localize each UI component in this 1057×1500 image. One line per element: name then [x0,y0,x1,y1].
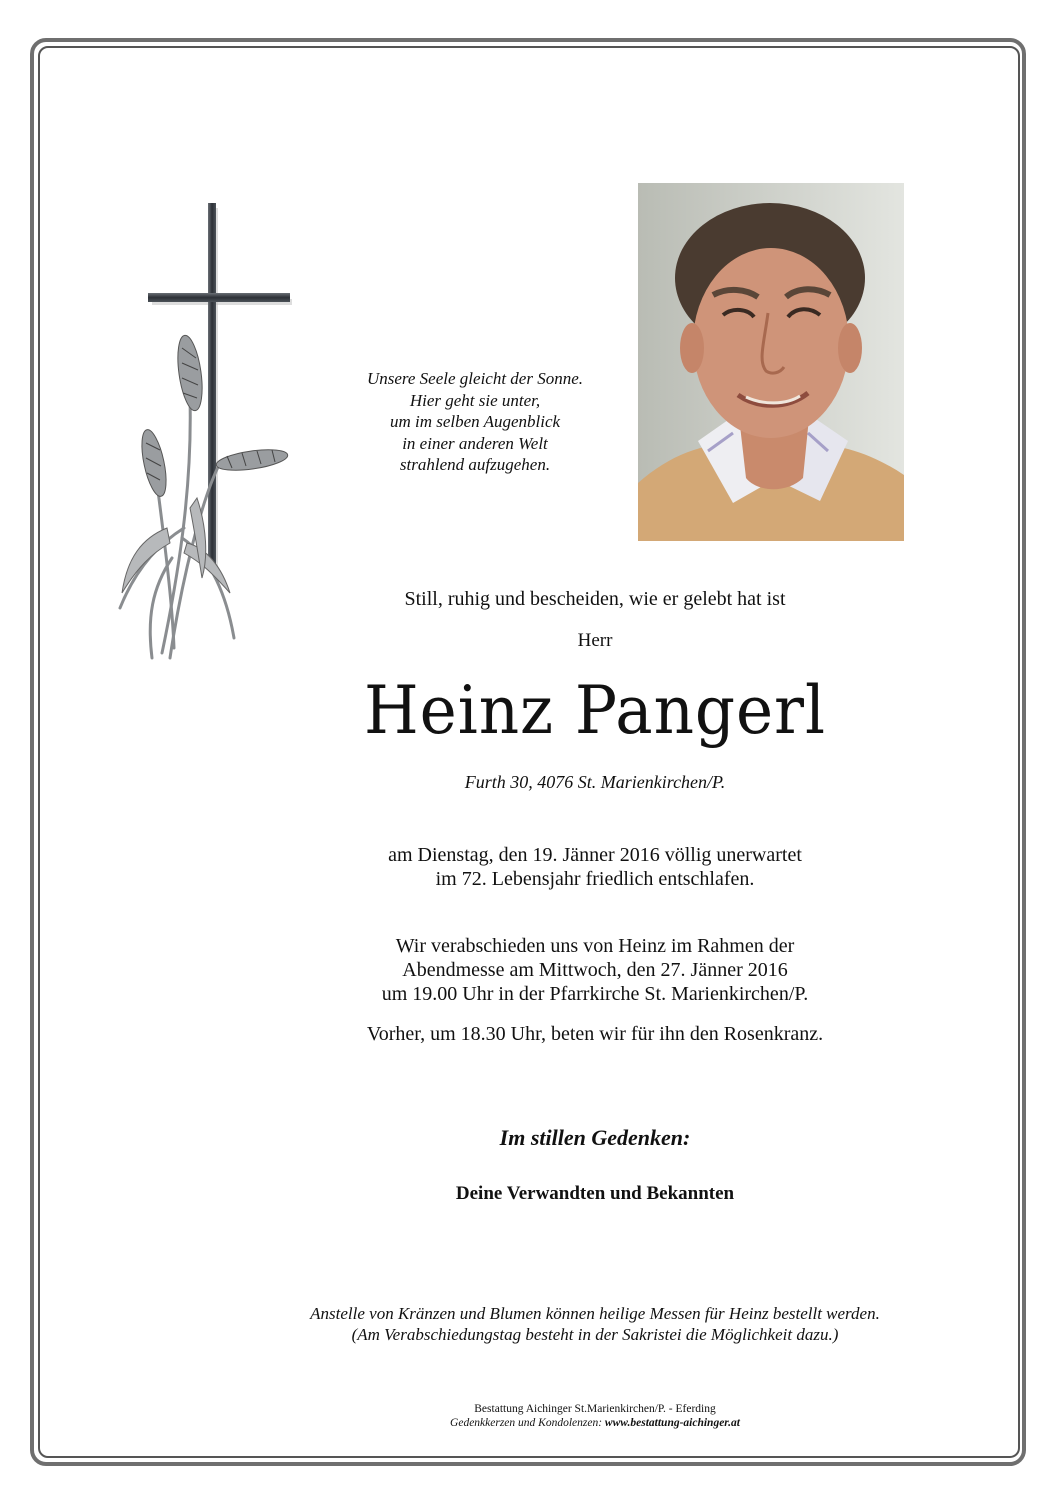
cross-with-wheat-icon [112,198,302,668]
deceased-name: Heinz Pangerl [364,672,826,749]
quote-line: strahlend aufzugehen. [399,455,551,474]
footer-prefix: Gedenkkerzen und Kondolenzen: [450,1417,603,1429]
farewell-notice [310,934,880,1006]
farewell-line-3: um 19.00 Uhr in der Pfarrkirche St. Marienkirchen/P. [381,983,809,1005]
mourners-signature: Deine Verwandten und Bekannten [455,1183,735,1204]
footer-line-1: Bestattung Aichinger St.Marienkirchen/P. - Eferding [474,1403,716,1415]
quote-line: Unsere Seele gleicht der Sonne. [366,369,584,388]
footer-line-2 [300,1416,890,1430]
note-line-2: (Am Verabschiedungstag besteht in der Sakristei die Möglichkeit dazu.) [351,1325,839,1344]
website-link[interactable]: www.bestattung-aichinger.at [604,1417,740,1429]
death-notice [310,843,880,891]
quote-line: Hier geht sie unter, [409,390,541,410]
death-line-1: am Dienstag, den 19. Jänner 2016 völlig unerwartet [388,844,802,866]
footer [300,1402,890,1430]
rosary-line: Vorher, um 18.30 Uhr, beten wir für ihn den Rosenkranz. [366,1023,824,1045]
quote-line: in einer anderen Welt [402,433,548,453]
quote [320,368,630,476]
salutation: Herr [577,630,613,651]
memory-heading: Im stillen Gedenken: [499,1125,691,1150]
quote-line: um im selben Augenblick [389,412,561,431]
flowers-note [200,1303,990,1345]
death-line-2: im 72. Lebensjahr friedlich entschlafen. [435,868,755,890]
note-line-1: Anstelle von Kränzen und Blumen können heilige Messen für Heinz bestellt werden. [310,1304,880,1323]
farewell-line-1: Wir verabschieden uns von Heinz im Rahmen der [395,935,795,957]
portrait-photo [638,183,904,541]
intro-line: Still, ruhig und bescheiden, wie er gelebt hat ist [404,588,786,610]
farewell-line-2: Abendmesse am Mittwoch, den 27. Jänner 2016 [402,959,788,981]
address: Furth 30, 4076 St. Marienkirchen/P. [464,772,726,792]
